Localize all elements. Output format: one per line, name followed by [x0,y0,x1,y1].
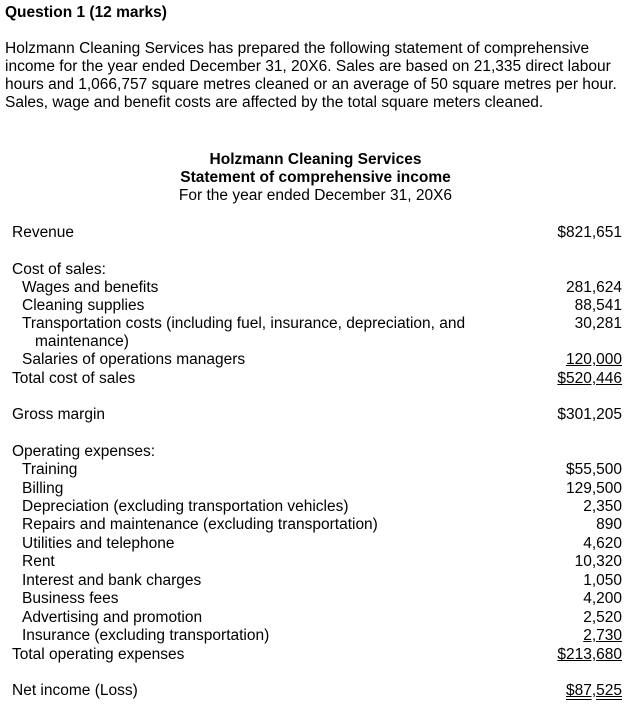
question-title: Question 1 (12 marks) [5,4,167,21]
operating-expenses-heading [0,443,631,461]
row-label: Insurance (excluding transportation) [22,627,270,644]
row-label: Rent [22,553,55,570]
cost-of-sales-heading [0,261,631,279]
row-label: Training [22,461,78,478]
line-item [0,498,631,516]
total-operating-expenses-row [0,646,631,664]
gross-margin-row [0,406,631,424]
row-amount: 88,541 [574,297,622,314]
row-label: Gross margin [12,406,106,423]
line-item [0,315,631,333]
row-label: Salaries of operations managers [22,351,246,368]
row-label: Business fees [22,590,119,607]
line-item [0,480,631,498]
line-item-continuation [0,333,631,351]
row-amount: $520,446 [557,370,622,387]
row-label: maintenance) [35,333,129,350]
row-amount: $821,651 [557,224,622,241]
line-item [0,535,631,553]
line-item [0,627,631,645]
statement-heading [0,151,631,205]
section-heading: Cost of sales: [12,261,106,278]
revenue-row [0,224,631,242]
statement-title: Statement of comprehensive income [180,169,451,186]
row-amount: 2,730 [583,627,622,644]
row-amount: $213,680 [557,646,622,663]
row-amount: $301,205 [557,406,622,423]
row-amount: 2,520 [583,609,622,626]
line-item [0,461,631,479]
row-label: Total cost of sales [12,370,136,387]
line-item [0,590,631,608]
line-item [0,572,631,590]
row-label: Cleaning supplies [22,297,145,314]
row-amount: 281,624 [565,279,622,296]
line-item [0,516,631,534]
line-item [0,297,631,315]
row-label: Advertising and promotion [22,609,203,626]
row-label: Utilities and telephone [22,535,175,552]
line-item [0,351,631,369]
statement-period: For the year ended December 31, 20X6 [178,187,453,204]
row-amount: $55,500 [565,461,622,478]
row-label: Depreciation (excluding transportation vehicles) [22,498,349,515]
row-amount: 4,200 [583,590,622,607]
row-amount: 4,620 [583,535,622,552]
section-heading: Operating expenses: [12,443,156,460]
row-label: Revenue [12,224,75,241]
row-label: Net income (Loss) [12,682,138,699]
row-label: Repairs and maintenance (excluding transportation) [22,516,378,533]
question-intro: Holzmann Cleaning Services has prepared the following statement of comprehensive income for the year ended December 31, 20X6. Sales are based on 21,335 direct labour hours and 1,066,757 square metres cleaned or an average of 50 square metres per hour. Sales, wage and benefit costs are affected by the total square meters cleaned. [5,40,617,111]
total-cost-of-sales-row [0,370,631,388]
row-amount: $87,525 [565,682,622,699]
row-amount: 2,350 [583,498,622,515]
line-item [0,553,631,571]
row-amount: 129,500 [565,480,622,497]
row-amount: 120,000 [565,351,622,368]
line-item [0,279,631,297]
row-label: Billing [22,480,64,497]
line-item [0,609,631,627]
row-amount: 10,320 [574,553,622,570]
row-label: Transportation costs (including fuel, insurance, depreciation, and [22,315,466,332]
row-label: Wages and benefits [22,279,159,296]
row-label: Interest and bank charges [22,572,202,589]
row-amount: 30,281 [574,315,622,332]
row-amount: 1,050 [583,572,622,589]
company-name: Holzmann Cleaning Services [209,151,422,168]
net-income-row [0,682,631,700]
row-amount: 890 [596,516,622,533]
row-label: Total operating expenses [12,646,185,663]
